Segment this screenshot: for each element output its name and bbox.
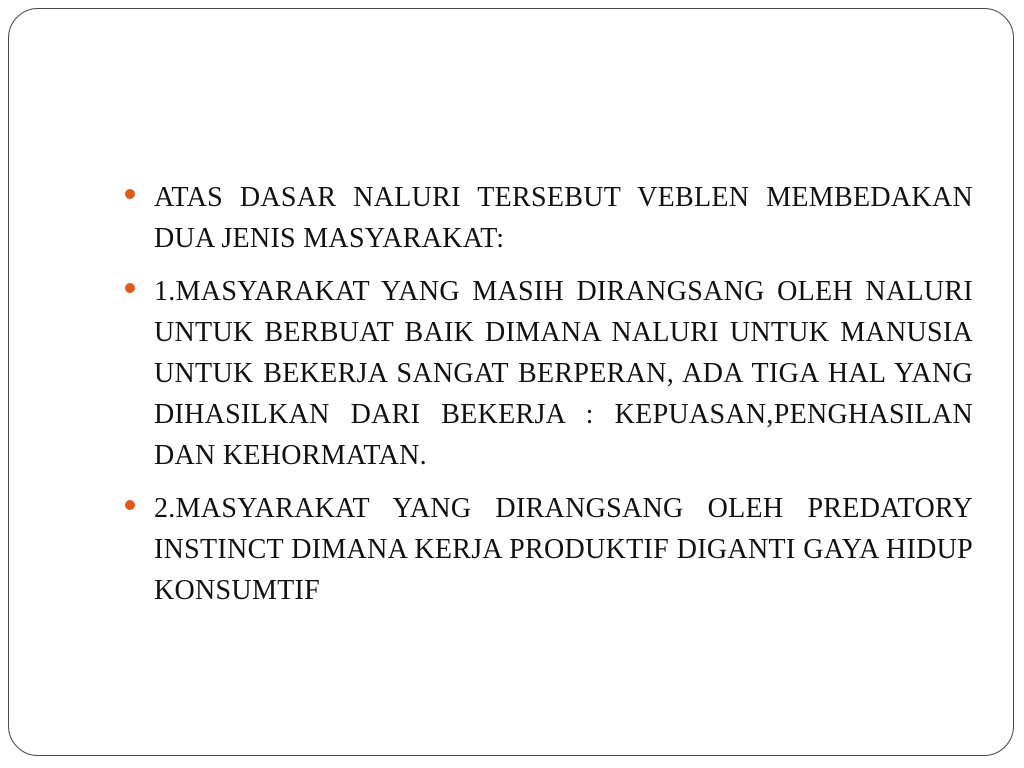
bullet-list <box>121 177 973 623</box>
bullet-text: ATAS DASAR NALURI TERSEBUT VEBLEN MEMBEDAKAN DUA JENIS MASYARAKAT: <box>154 182 973 254</box>
bullet-dot-icon <box>125 500 135 510</box>
bullet-text: 1.MASYARAKAT YANG MASIH DIRANGSANG OLEH NALURI UNTUK BERBUAT BAIK DIMANA NALURI UNTUK MANUSIA UNTUK BEKERJA SANGAT BERPERAN, ADA TIGA HAL YANG DIHASILKAN DARI BEKERJA : KEPUASAN,PENGHASILAN DAN KEHORMATAN. <box>154 276 973 471</box>
bullet-text: 2.MASYARAKAT YANG DIRANGSANG OLEH PREDATORY INSTINCT DIMANA KERJA PRODUKTIF DIGANTI GAYA HIDUP KONSUMTIF <box>154 493 973 606</box>
bullet-item <box>121 177 973 259</box>
bullet-item <box>121 488 973 611</box>
bullet-item <box>121 271 973 476</box>
bullet-dot-icon <box>125 189 135 199</box>
bullet-dot-icon <box>125 283 135 293</box>
slide-frame <box>8 8 1014 756</box>
